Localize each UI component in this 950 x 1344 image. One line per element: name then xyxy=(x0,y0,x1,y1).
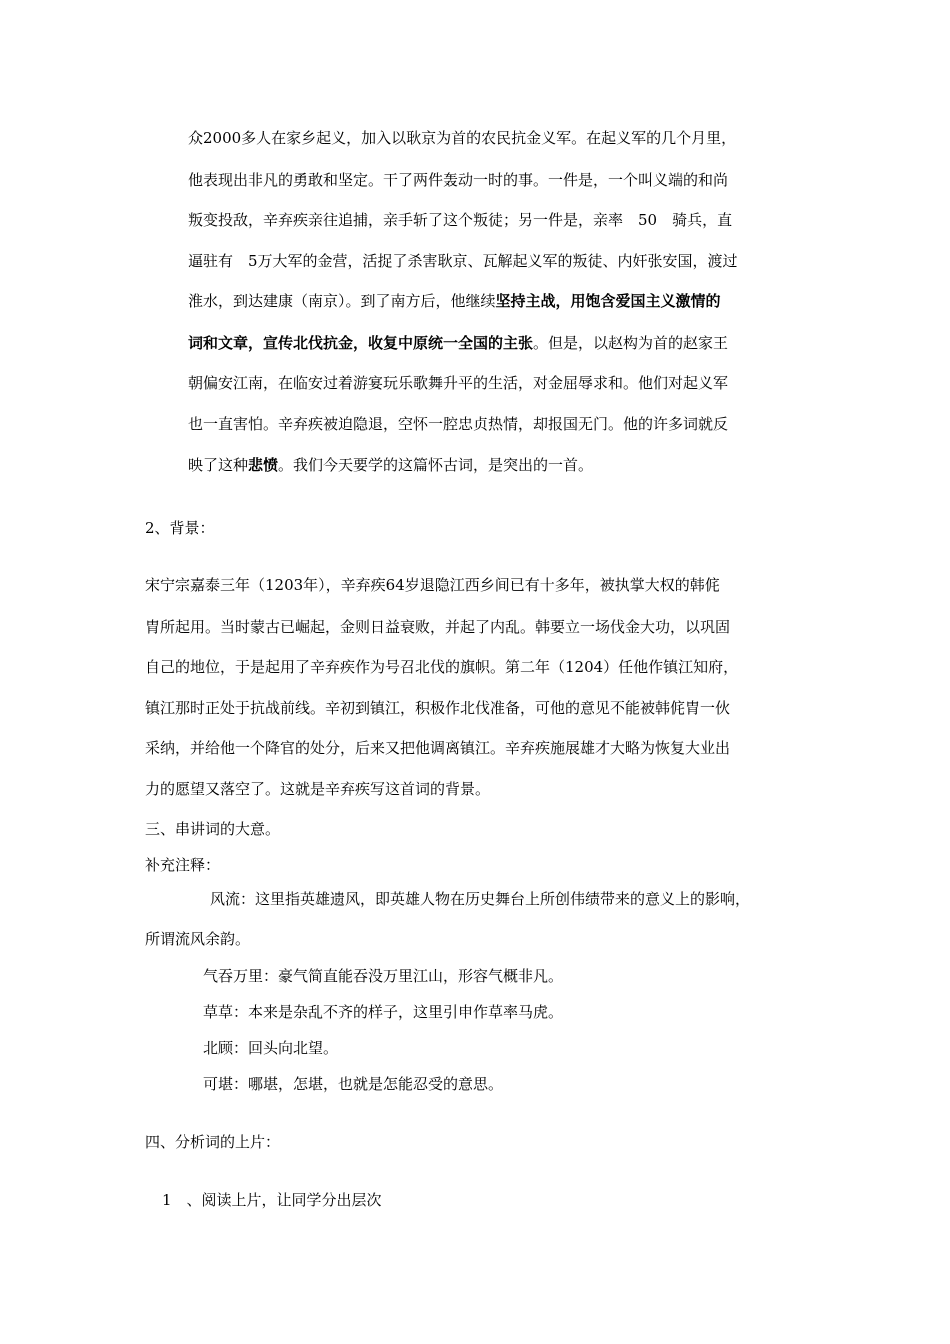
para1-line-5 xyxy=(188,291,721,311)
para1-line-2: 他表现出非凡的勇敢和坚定。干了两件轰动一时的事。一件是，一个叫义端的和尚 xyxy=(188,171,729,189)
para1-line-6 xyxy=(188,333,728,353)
para1-line-9-text-b: 。我们今天要学的这篇怀古词，是突出的一首。 xyxy=(278,456,594,474)
para1-line-4: 逼驻有 5万大军的金营，活捉了杀害耿京、瓦解起义军的叛徒、内奸张安国，渡过 xyxy=(188,252,738,270)
note-kekan: 可堪：哪堪，怎堪，也就是怎能忍受的意思。 xyxy=(203,1075,504,1093)
note-caocao: 草草：本来是杂乱不齐的样子，这里引申作草率马虎。 xyxy=(203,1003,564,1021)
para1-line-6-text: 。但是，以赵构为首的赵家王 xyxy=(533,334,729,352)
para2-line-2: 胄所起用。当时蒙古已崛起，金则日益衰败，并起了内乱。韩要立一场伐金大功，以巩固 xyxy=(145,618,731,636)
para1-line-1: 众2000多人在家乡起义，加入以耿京为首的农民抗金义军。在起义军的几个月里， xyxy=(188,129,737,147)
para1-line-6-bold: 词和文章，宣传北伐抗金，收复中原统一全国的主张 xyxy=(188,334,534,352)
para2-line-4: 镇江那时正处于抗战前线。辛初到镇江，积极作北伐准备，可他的意见不能被韩侂胄一伙 xyxy=(145,699,731,717)
para1-line-3: 叛变投敌，辛弃疾亲往追捕，亲手斩了这个叛徒；另一件是，亲率 50 骑兵，直 xyxy=(188,211,733,229)
note-qitunwanli: 气吞万里：豪气简直能吞没万里江山，形容气概非凡。 xyxy=(203,967,564,985)
para2-line-1: 宋宁宗嘉泰三年（1203年），辛弃疾64岁退隐江西乡间已有十多年，被执掌大权的韩侂 xyxy=(145,576,720,594)
note-beigu: 北顾：回头向北望。 xyxy=(203,1039,339,1057)
list-item-1: 1 、阅读上片，让同学分出层次 xyxy=(162,1191,382,1209)
heading-section-3: 三、串讲词的大意。 xyxy=(145,820,281,838)
para2-line-6: 力的愿望又落空了。这就是辛弃疾写这首词的背景。 xyxy=(145,780,491,798)
para2-line-3: 自己的地位，于是起用了辛弃疾作为号召北伐的旗帜。第二年（1204）任他作镇江知府， xyxy=(145,658,739,676)
para1-line-9-bold: 悲愤 xyxy=(248,456,279,474)
para2-line-5: 采纳，并给他一个降官的处分，后来又把他调离镇江。辛弃疾施展雄才大略为恢复大业出 xyxy=(145,739,731,757)
supplement-label: 补充注释： xyxy=(145,856,221,874)
heading-background: 2、背景： xyxy=(145,519,215,537)
para1-line-8: 也一直害怕。辛弃疾被迫隐退，空怀一腔忠贞热情，却报国无门。他的许多词就反 xyxy=(188,415,729,433)
para1-line-9-text-a: 映了这种 xyxy=(188,456,249,474)
para1-line-9 xyxy=(188,455,593,475)
para1-line-7: 朝偏安江南，在临安过着游宴玩乐歌舞升平的生活，对金屈辱求和。他们对起义军 xyxy=(188,374,729,392)
heading-section-4: 四、分析词的上片： xyxy=(145,1133,281,1151)
note-fengliu-line-2: 所谓流风余韵。 xyxy=(145,930,251,948)
para1-line-5-bold: 坚持主战，用饱含爱国主义激情的 xyxy=(495,292,721,310)
para1-line-5-text: 淮水，到达建康（南京）。到了南方后，他继续 xyxy=(188,292,496,310)
note-fengliu-line-1: 风流：这里指英雄遗风，即英雄人物在历史舞台上所创伟绩带来的意义上的影响， xyxy=(210,890,751,908)
